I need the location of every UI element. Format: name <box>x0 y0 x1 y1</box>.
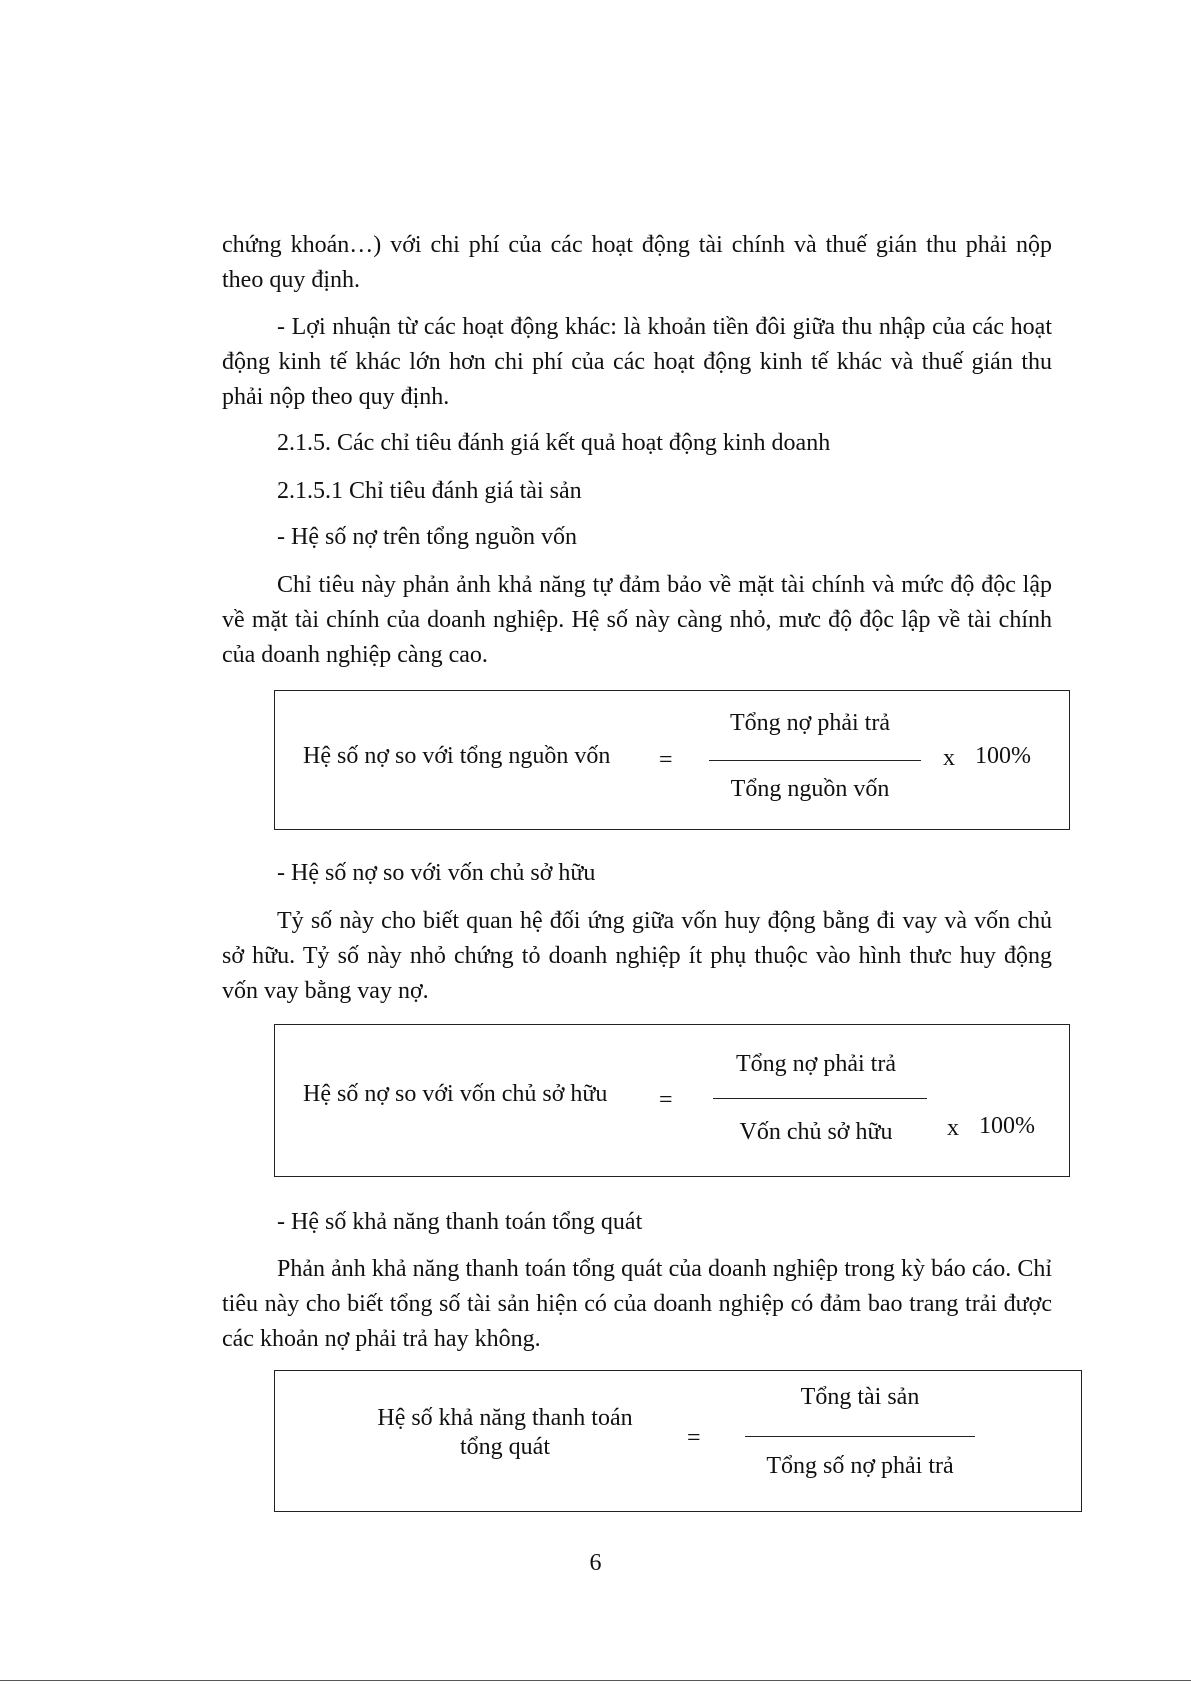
equals-sign: = <box>659 1087 673 1113</box>
formula-label-line2: tổng quát <box>460 1434 550 1460</box>
multiply-sign: x <box>947 1115 959 1141</box>
bullet-debt-to-equity: - Hệ số nợ so với vốn chủ sở hữu <box>277 860 596 886</box>
formula-denominator: Tổng nguồn vốn <box>730 776 890 802</box>
formula-label: Hệ số nợ so với vốn chủ sở hữu <box>303 1081 608 1107</box>
formula-numerator: Tổng tài sản <box>800 1384 920 1410</box>
formula-numerator: Tổng nợ phải trả <box>730 710 890 736</box>
formula-denominator: Tổng số nợ phải trả <box>766 1453 954 1479</box>
paragraph-other-activities-profit: - Lợi nhuận từ các hoạt động khác: là khoản tiền đôi giữa thu nhập của các hoạt động kinh tế khác lớn hơn chi phí của các hoạt động kinh tế khác và thuế gián thu phải nộp theo quy định. <box>222 314 1052 410</box>
formula-denominator: Vốn chủ sở hữu <box>739 1119 893 1145</box>
paragraph-financial-profit-cont: chứng khoán…) với chi phí của các hoạt động tài chính và thuế gián thu phải nộp theo quy định. <box>222 232 1052 293</box>
page-number: 6 <box>589 1550 602 1576</box>
equals-sign: = <box>687 1425 701 1451</box>
fraction-bar <box>745 1436 975 1437</box>
formula-label: Hệ số nợ so với tổng nguồn vốn <box>303 743 611 769</box>
formula-box-debt-to-total-capital <box>274 690 1070 830</box>
section-heading-2-1-5: 2.1.5. Các chỉ tiêu đánh giá kết quả hoạt động kinh doanh <box>277 430 831 456</box>
fraction-bar <box>713 1098 927 1099</box>
percent-value: 100% <box>979 1113 1035 1139</box>
bullet-debt-to-total-capital: - Hệ số nợ trên tổng nguồn vốn <box>277 524 577 550</box>
multiply-sign: x <box>943 745 955 771</box>
equals-sign: = <box>659 747 673 773</box>
section-heading-2-1-5-1: 2.1.5.1 Chỉ tiêu đánh giá tài sản <box>277 478 582 504</box>
bottom-rule <box>0 1680 1191 1681</box>
formula-box-general-solvency <box>274 1370 1082 1512</box>
percent-value: 100% <box>975 743 1031 769</box>
formula-box-debt-to-equity <box>274 1024 1070 1177</box>
paragraph-debt-to-equity-desc: Tỷ số này cho biết quan hệ đối ứng giữa vốn huy động bằng đi vay và vốn chủ sở hữu. Tỷ số này nhỏ chứng tỏ doanh nghiệp ít phụ thuộc vào hình thưc huy động vốn vay bằng vay nợ. <box>222 908 1052 1004</box>
paragraph-general-solvency-desc: Phản ảnh khả năng thanh toán tổng quát của doanh nghiệp trong kỳ báo cáo. Chỉ tiêu này cho biết tổng số tài sản hiện có của doanh nghiệp có đảm bao trang trải được các khoản nợ phải trả hay không. <box>222 1256 1052 1352</box>
bullet-general-solvency: - Hệ số khả năng thanh toán tổng quát <box>277 1209 643 1235</box>
paragraph-debt-ratio-desc: Chỉ tiêu này phản ảnh khả năng tự đảm bảo về mặt tài chính và mức độ độc lập về mặt tài chính của doanh nghiệp. Hệ số này càng nhỏ, mưc độ độc lập về tài chính của doanh nghiệp càng cao. <box>222 572 1052 668</box>
formula-label-line1: Hệ số khả năng thanh toán <box>377 1405 633 1431</box>
fraction-bar <box>709 760 921 761</box>
formula-numerator: Tổng nợ phải trả <box>736 1051 896 1077</box>
